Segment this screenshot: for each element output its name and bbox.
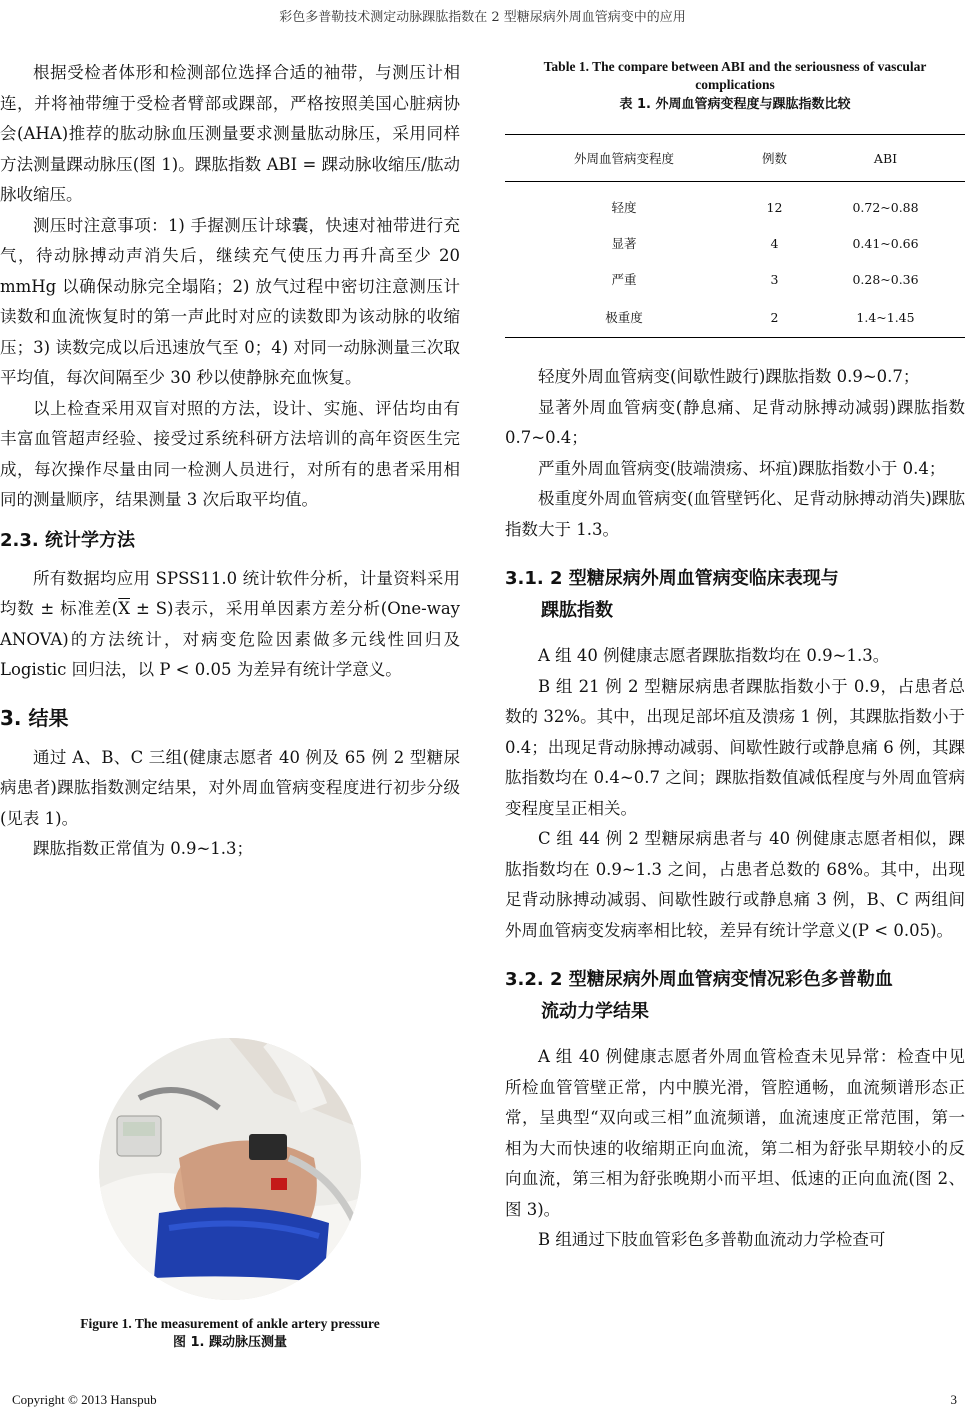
table-cell: 显著: [611, 236, 637, 251]
page-number: 3: [950, 1392, 957, 1407]
ankle-pressure-photo: [99, 1038, 361, 1300]
paragraph-extreme: 极重度外周血管病变(血管壁钙化、足背动脉搏动消失)踝肱指数大于 1.3。: [505, 489, 965, 539]
paragraph-normal-range: 踝肱指数正常值为 0.9~1.3；: [33, 839, 254, 858]
table-row: [505, 297, 965, 338]
heading-line-2: 流动力学结果: [541, 1001, 649, 1022]
table-cell: 0.28~0.36: [852, 271, 919, 287]
copyright: Copyright © 2013 Hanspub: [12, 1392, 157, 1407]
table-row: [505, 261, 965, 297]
paragraph-doppler-a: A 组 40 例健康志愿者外周血管检查未见异常：检查中见所检血管管壁正常，内中膜光滑，管腔通畅，血流频谱形态正常，呈典型“双向或三相”血流频谱，血流速度正常范围，第一相为大而快速的收缩期正向血流，第二相为舒张早期较小的反向血流，第三相为舒张晚期小而平坦、低速的正向血流(图 2、图 3)。: [505, 1047, 965, 1219]
heading-line-1: 3.1. 2 型糖尿病外周血管病变临床表现与: [505, 568, 839, 589]
heading-line-2: 踝肱指数: [541, 600, 613, 621]
section-heading-3-1: [505, 563, 965, 627]
table-cell: 3: [770, 271, 779, 287]
stats-text-a: 所有数据均应用 SPSS11.0 统计软件分析，计量资料采用均数 ± 标准差(: [0, 568, 460, 618]
right-column: [505, 58, 965, 1256]
table-cell: 0.72~0.88: [852, 199, 919, 215]
paragraph-severe: 严重外周血管病变(肢端溃疡、坏疽)踝肱指数小于 0.4；: [538, 458, 946, 478]
paragraph-precautions: 测压时注意事项：1) 手握测压计球囊，快速对袖带进行充气，待动脉搏动声消失后，继续充气使压力再升高至少 20 mmHg 以确保动脉完全塌陷；2) 放气过程中密切注意测压计读数和血流恢复时的第一声此时对应的读数即为该动脉的收缩压；3) 读数完成以后迅速放气至 0；4) 对同一动脉测量三次取平均值，每次间隔至少 30 秒以使静脉充血恢复。: [0, 215, 460, 387]
section-heading-3-2: [505, 964, 965, 1028]
table-header-cell: 外周血管病变程度: [505, 135, 743, 182]
paragraph-significant: 显著外周血管病变(静息痛、足背动脉搏动减弱)踝肱指数 0.7~0.4；: [505, 397, 965, 447]
mean-symbol: $\overline{X}$: [118, 599, 130, 618]
running-header: 彩色多普勒技术测定动脉踝肱指数在 2 型糖尿病外周血管病变中的应用: [279, 10, 686, 25]
figure-caption-zh: 图 1. 踝动脉压测量: [172, 1335, 288, 1350]
table-header-cell: ABI: [806, 135, 965, 182]
paragraph-group-a: A 组 40 例健康志愿者踝肱指数均在 0.9~1.3。: [538, 646, 890, 665]
table-caption-zh: 表 1. 外周血管病变程度与踝肱指数比较: [619, 97, 851, 112]
heading-line-1: 3.2. 2 型糖尿病外周血管病变情况彩色多普勒血: [505, 969, 893, 990]
table-row: [505, 182, 965, 226]
table-header-row: [505, 135, 965, 182]
table-row: [505, 225, 965, 261]
paragraph-group-b: B 组 21 例 2 型糖尿病患者踝肱指数小于 0.9，占患者总数的 32%。其中，出现足部坏疽及溃疡 1 例，其踝肱指数小于 0.4；出现足背动脉搏动减弱、间歇性跛行或静息痛 6 例，其踝肱指数均在 0.4~0.7 之间；踝肱指数值减低程度与外周血管病变程度呈正相关。: [505, 676, 965, 818]
paragraph-double-blind: 以上检查采用双盲对照的方法，设计、实施、评估均由有丰富血管超声经验、接受过系统科研方法培训的高年资医生完成，每次操作尽量由同一检测人员进行，对所有的患者采用相同的测量顺序，结果测量 3 次后取平均值。: [0, 398, 460, 509]
stats-text-b: ± S)表示，采用单因素方差分析(One-way ANOVA)的方法统计，对病变危险因素做多元线性回归及 Logistic 回归法，以 P < 0.05 为差异有统计学意义。: [0, 599, 460, 679]
table-caption-en: Table 1. The compare between ABI and the seriousness of vascular complications: [543, 59, 927, 92]
paragraph-mild: 轻度外周血管病变(间歇性跛行)踝肱指数 0.9~0.7；: [538, 367, 920, 386]
paragraph-doppler-b: B 组通过下肢血管彩色多普勒血流动力学检查可: [538, 1230, 886, 1249]
figure-1: [0, 1038, 460, 1352]
table-cell: 4: [770, 235, 779, 251]
section-heading-2-3: 2.3. 统计学方法: [0, 529, 135, 551]
paragraph-statistics: [0, 564, 460, 686]
table-header-cell: 例数: [743, 135, 806, 182]
table-cell: 2: [743, 297, 806, 338]
section-heading-3: 3. 结果: [0, 705, 69, 730]
paragraph-group-c: C 组 44 例 2 型糖尿病患者与 40 例健康志愿者相似，踝肱指数均在 0.9~1.3 之间，占患者总数的 68%。其中，出现足背动脉搏动减弱、间歇性跛行或静息痛 3 例，B、C 两组间外周血管病变发病率相比较，差异有统计学意义(P < 0.05)。: [505, 829, 965, 940]
paragraph-grouping: 通过 A、B、C 三组(健康志愿者 40 例及 65 例 2 型糖尿病患者)踝肱指数测定结果，对外周血管病变程度进行初步分级(见表 1)。: [0, 747, 460, 828]
table-cell: 1.4~1.45: [806, 297, 965, 338]
table-cell: 轻度: [611, 200, 637, 215]
table-cell: 12: [766, 199, 783, 215]
paragraph-cuff: 根据受检者体形和检测部位选择合适的袖带，与测压计相连，并将袖带缠于受检者臂部或踝部，严格按照美国心脏病协会(AHA)推荐的肱动脉血压测量要求测量肱动脉压，采用同样方法测量踝动脉压(图 1)。踝肱指数 ABI = 踝动脉收缩压/肱动脉收缩压。: [0, 63, 460, 204]
table-cell: 严重: [611, 272, 637, 287]
left-column: [0, 58, 460, 865]
figure-caption-en: Figure 1. The measurement of ankle artery pressure: [80, 1316, 380, 1331]
table-cell: 极重度: [505, 297, 743, 338]
table-cell: 0.41~0.66: [852, 235, 919, 251]
table-1: [505, 134, 965, 338]
photo-illustration: [99, 1038, 361, 1300]
